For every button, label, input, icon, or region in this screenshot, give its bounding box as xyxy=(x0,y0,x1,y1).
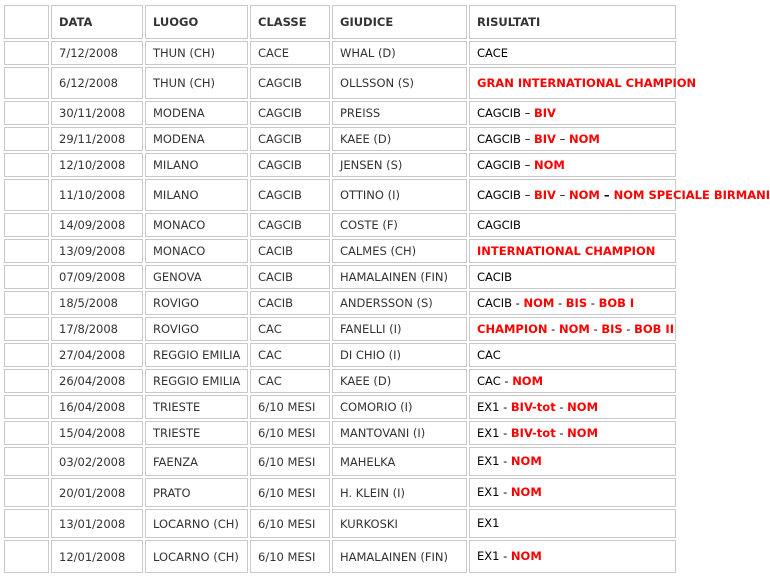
results-header: RISULTATI xyxy=(469,5,676,39)
class-cell: 6/10 MESI xyxy=(250,540,330,573)
award-highlight: BIV-tot xyxy=(510,399,556,414)
result-text: EX1 - xyxy=(477,485,511,499)
result-text: - xyxy=(555,399,568,414)
result-text: CAGCIB xyxy=(477,217,521,232)
date-cell: 07/09/2008 xyxy=(51,265,143,289)
place-cell: ROVIGO xyxy=(145,291,248,315)
class-cell: CACE xyxy=(250,41,330,65)
date-cell: 20/01/2008 xyxy=(51,478,143,507)
award-highlight: BIS xyxy=(601,321,623,336)
place-cell: MODENA xyxy=(145,101,248,125)
results-cell xyxy=(469,317,676,341)
row-index-cell xyxy=(4,153,49,177)
class-cell: CAC xyxy=(250,369,330,393)
table-row xyxy=(4,421,676,445)
results-cell xyxy=(469,67,697,99)
date-cell: 7/12/2008 xyxy=(51,41,143,65)
award-highlight: BIV xyxy=(533,105,556,120)
judge-cell: OTTINO (I) xyxy=(332,179,467,211)
class-cell: CACIB xyxy=(250,265,330,289)
row-index-cell xyxy=(4,509,49,538)
row-index-cell xyxy=(4,369,49,393)
result-text: - xyxy=(554,295,566,310)
results-cell xyxy=(469,179,770,211)
class-cell: CAGCIB xyxy=(250,101,330,125)
place-cell: REGGIO EMILIA xyxy=(145,343,248,367)
class-cell: CAGCIB xyxy=(250,179,330,211)
award-highlight: NOM xyxy=(512,373,544,388)
award-highlight: NOM SPECIALE BIRMANI xyxy=(613,187,770,202)
result-text: EX1 - xyxy=(477,454,511,468)
class-cell: CAGCIB xyxy=(250,153,330,177)
table-row xyxy=(4,369,676,393)
date-header: DATA xyxy=(51,5,143,39)
date-cell: 16/04/2008 xyxy=(51,395,143,419)
row-index-cell xyxy=(4,478,49,507)
judge-cell: FANELLI (I) xyxy=(332,317,467,341)
award-highlight: NOM xyxy=(510,549,542,563)
judge-cell: OLLSSON (S) xyxy=(332,67,467,99)
class-cell: 6/10 MESI xyxy=(250,421,330,445)
judge-cell: DI CHIO (I) xyxy=(332,343,467,367)
class-cell: CAGCIB xyxy=(250,127,330,151)
place-cell: FAENZA xyxy=(145,447,248,476)
row-index-cell xyxy=(4,421,49,445)
result-text: CAC - xyxy=(477,373,513,388)
class-cell: 6/10 MESI xyxy=(250,395,330,419)
results-cell xyxy=(469,369,676,393)
award-highlight: BOB I xyxy=(598,295,635,310)
row-index-cell xyxy=(4,41,49,65)
date-cell: 14/09/2008 xyxy=(51,213,143,237)
row-index-cell xyxy=(4,239,49,263)
result-text: CAGCIB – xyxy=(477,105,534,120)
class-cell: 6/10 MESI xyxy=(250,478,330,507)
result-text: CACIB xyxy=(477,269,513,284)
result-text: EX1 xyxy=(477,516,500,530)
result-text: - xyxy=(555,425,568,440)
award-highlight: NOM xyxy=(567,399,599,414)
date-cell: 12/10/2008 xyxy=(51,153,143,177)
result-text: - xyxy=(622,321,635,336)
table-row xyxy=(4,265,676,289)
results-cell xyxy=(469,291,676,315)
place-cell: MODENA xyxy=(145,127,248,151)
date-cell: 30/11/2008 xyxy=(51,101,143,125)
class-cell: CAGCIB xyxy=(250,67,330,99)
award-highlight: NOM xyxy=(533,157,565,172)
result-text: - xyxy=(587,295,599,310)
date-cell: 26/04/2008 xyxy=(51,369,143,393)
results-cell xyxy=(469,265,676,289)
class-header: CLASSE xyxy=(250,5,330,39)
result-text: CAGCIB – xyxy=(477,157,534,172)
results-table xyxy=(2,3,770,575)
table-row xyxy=(4,127,676,151)
row-index-cell xyxy=(4,101,49,125)
judge-cell: WHAL (D) xyxy=(332,41,467,65)
place-cell: TRIESTE xyxy=(145,421,248,445)
table-row xyxy=(4,343,676,367)
award-highlight: CHAMPION xyxy=(477,321,548,336)
row-index-cell xyxy=(4,395,49,419)
class-cell: CAC xyxy=(250,317,330,341)
table-row xyxy=(4,509,676,538)
row-index-cell xyxy=(4,213,49,237)
award-highlight: BIV xyxy=(533,187,556,202)
place-header: LUOGO xyxy=(145,5,248,39)
table-row xyxy=(4,41,676,65)
judge-cell: MAHELKA xyxy=(332,447,467,476)
result-text: EX1 - xyxy=(477,425,511,440)
result-text: – xyxy=(555,187,569,202)
award-highlight: BIS xyxy=(565,295,588,310)
award-highlight: INTERNATIONAL CHAMPION xyxy=(477,243,656,258)
place-cell: GENOVA xyxy=(145,265,248,289)
table-row xyxy=(4,213,676,237)
judge-cell: MANTOVANI (I) xyxy=(332,421,467,445)
table-row xyxy=(4,291,676,315)
results-cell xyxy=(469,153,676,177)
result-text: CACIB - xyxy=(477,295,524,310)
class-cell: CACIB xyxy=(250,239,330,263)
judge-header: GIUDICE xyxy=(332,5,467,39)
row-index-cell xyxy=(4,447,49,476)
result-text: CAC xyxy=(477,347,501,362)
class-cell: CAC xyxy=(250,343,330,367)
result-text: – xyxy=(599,187,614,202)
award-highlight: NOM xyxy=(569,187,600,202)
place-cell: MILANO xyxy=(145,153,248,177)
result-text: - xyxy=(547,321,559,336)
index-header xyxy=(4,5,49,39)
row-index-cell xyxy=(4,343,49,367)
result-text: CAGCIB – xyxy=(477,187,534,202)
results-cell xyxy=(469,509,676,538)
judge-cell: HAMALAINEN (FIN) xyxy=(332,265,467,289)
results-cell xyxy=(469,239,676,263)
award-highlight: BOB II xyxy=(634,321,674,336)
results-cell xyxy=(469,421,676,445)
place-cell: LOCARNO (CH) xyxy=(145,540,248,573)
row-index-cell xyxy=(4,179,49,211)
class-cell: CACIB xyxy=(250,291,330,315)
results-cell xyxy=(469,447,676,476)
table-row xyxy=(4,395,676,419)
results-cell xyxy=(469,540,676,573)
date-cell: 12/01/2008 xyxy=(51,540,143,573)
row-index-cell xyxy=(4,540,49,573)
judge-cell: PREISS xyxy=(332,101,467,125)
judge-cell: H. KLEIN (I) xyxy=(332,478,467,507)
place-cell: TRIESTE xyxy=(145,395,248,419)
award-highlight: NOM xyxy=(523,295,555,310)
results-cell xyxy=(469,127,676,151)
judge-cell: ANDERSSON (S) xyxy=(332,291,467,315)
result-text: EX1 - xyxy=(477,549,511,563)
judge-cell: KAEE (D) xyxy=(332,127,467,151)
result-text: - xyxy=(589,321,602,336)
result-text: EX1 - xyxy=(477,399,511,414)
date-cell: 29/11/2008 xyxy=(51,127,143,151)
date-cell: 13/09/2008 xyxy=(51,239,143,263)
results-cell xyxy=(469,343,676,367)
table-row xyxy=(4,179,676,211)
judge-cell: HAMALAINEN (FIN) xyxy=(332,540,467,573)
date-cell: 6/12/2008 xyxy=(51,67,143,99)
award-highlight: BIV-tot xyxy=(510,425,556,440)
row-index-cell xyxy=(4,317,49,341)
judge-cell: KAEE (D) xyxy=(332,369,467,393)
date-cell: 17/8/2008 xyxy=(51,317,143,341)
row-index-cell xyxy=(4,291,49,315)
result-text: CAGCIB – xyxy=(477,131,534,146)
judge-cell: COMORIO (I) xyxy=(332,395,467,419)
judge-cell: JENSEN (S) xyxy=(332,153,467,177)
table-row xyxy=(4,153,676,177)
table-body xyxy=(4,41,770,573)
date-cell: 13/01/2008 xyxy=(51,509,143,538)
row-index-cell xyxy=(4,127,49,151)
class-cell: 6/10 MESI xyxy=(250,447,330,476)
judge-cell: COSTE (F) xyxy=(332,213,467,237)
table-row xyxy=(4,101,676,125)
place-cell: ROVIGO xyxy=(145,317,248,341)
award-highlight: NOM xyxy=(510,454,542,468)
results-cell xyxy=(469,101,676,125)
row-index-cell xyxy=(4,67,49,99)
award-highlight: GRAN INTERNATIONAL CHAMPION xyxy=(477,75,697,90)
date-cell: 15/04/2008 xyxy=(51,421,143,445)
class-cell: 6/10 MESI xyxy=(250,509,330,538)
place-cell: MILANO xyxy=(145,179,248,211)
place-cell: PRATO xyxy=(145,478,248,507)
place-cell: LOCARNO (CH) xyxy=(145,509,248,538)
place-cell: REGGIO EMILIA xyxy=(145,369,248,393)
table-row xyxy=(4,67,676,99)
results-cell xyxy=(469,478,676,507)
date-cell: 27/04/2008 xyxy=(51,343,143,367)
place-cell: THUN (CH) xyxy=(145,41,248,65)
result-text: – xyxy=(555,131,569,146)
table-row xyxy=(4,317,676,341)
award-highlight: NOM xyxy=(510,485,542,499)
results-cell xyxy=(469,213,676,237)
judge-cell: KURKOSKI xyxy=(332,509,467,538)
class-cell: CAGCIB xyxy=(250,213,330,237)
row-index-cell xyxy=(4,265,49,289)
award-highlight: NOM xyxy=(569,131,600,146)
table-row xyxy=(4,540,676,573)
date-cell: 18/5/2008 xyxy=(51,291,143,315)
place-cell: MONACO xyxy=(145,239,248,263)
date-cell: 03/02/2008 xyxy=(51,447,143,476)
table-row xyxy=(4,239,676,263)
results-cell xyxy=(469,41,676,65)
table-row xyxy=(4,447,676,476)
judge-cell: CALMES (CH) xyxy=(332,239,467,263)
result-text: CACE xyxy=(477,45,508,60)
results-cell xyxy=(469,395,676,419)
table-row xyxy=(4,478,676,507)
award-highlight: NOM xyxy=(559,321,590,336)
place-cell: THUN (CH) xyxy=(145,67,248,99)
award-highlight: BIV xyxy=(533,131,556,146)
date-cell: 11/10/2008 xyxy=(51,179,143,211)
header-row xyxy=(4,5,676,39)
place-cell: MONACO xyxy=(145,213,248,237)
award-highlight: NOM xyxy=(567,425,599,440)
